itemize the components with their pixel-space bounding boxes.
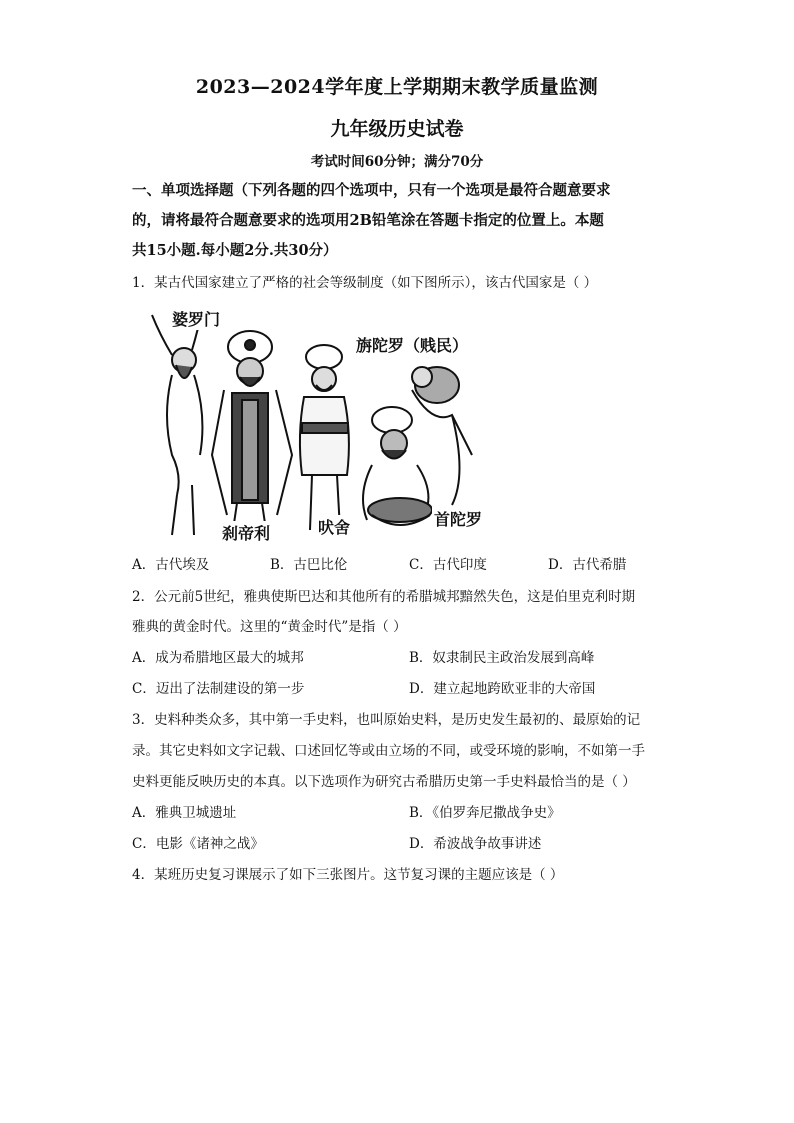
label-brahmin: 婆罗门 bbox=[170, 307, 222, 330]
exam-info: 考试时间60分钟；满分70分 bbox=[310, 154, 484, 170]
section-instructions-line3: 共15小题.每小题2分.共30分） bbox=[132, 242, 338, 259]
label-shudra: 首陀罗 bbox=[432, 507, 484, 530]
question-2-options-row1 bbox=[132, 643, 677, 673]
question-1-option-d: D．古代希腊 bbox=[548, 557, 627, 573]
exam-subject-title: 九年级历史试卷 bbox=[330, 118, 464, 140]
section-instructions-line2: 的，请将最符合题意要求的选项用2B铅笔涂在答题卡指定的位置上。本题 bbox=[132, 212, 604, 229]
question-2-stem-line2: 雅典的黄金时代。这里的“黄金时代”是指（ ） bbox=[132, 619, 407, 635]
question-3-option-b: B．《伯罗奔尼撒战争史》 bbox=[409, 805, 561, 821]
question-1-stem: 1．某古代国家建立了严格的社会等级制度（如下图所示），该古代国家是（ ） bbox=[132, 275, 598, 291]
question-2-options-row2 bbox=[132, 674, 677, 704]
question-3-option-a: A．雅典卫城遗址 bbox=[132, 805, 237, 821]
question-2-option-a: A．成为希腊地区最大的城邦 bbox=[132, 650, 304, 666]
exam-title: 2023—2024学年度上学期期末教学质量监测 bbox=[195, 76, 599, 98]
caste-system-illustration bbox=[132, 305, 488, 545]
label-vaishya: 吠舍 bbox=[316, 515, 352, 538]
question-1-option-a: A．古代埃及 bbox=[132, 557, 210, 573]
question-1-options bbox=[132, 550, 677, 580]
question-3-stem-line1: 3．史料种类众多，其中第一手史料，也叫原始史料，是历史发生最初的、最原始的记 bbox=[132, 712, 641, 728]
label-chandala: 旃陀罗（贱民） bbox=[354, 333, 470, 356]
question-2-option-b: B．奴隶制民主政治发展到高峰 bbox=[409, 650, 595, 666]
question-2-stem-line1: 2．公元前5世纪，雅典使斯巴达和其他所有的希腊城邦黯然失色，这是伯里克利时期 bbox=[132, 589, 636, 605]
question-2-option-c: C．迈出了法制建设的第一步 bbox=[132, 681, 305, 697]
question-3-option-d: D．希波战争故事讲述 bbox=[409, 836, 542, 852]
question-3-stem-line3: 史料更能反映历史的本真。以下选项作为研究古希腊历史第一手史料最恰当的是（ ） bbox=[132, 774, 636, 790]
question-1-option-c: C．古代印度 bbox=[409, 557, 487, 573]
question-3-options-row2 bbox=[132, 829, 677, 859]
question-2-option-d: D．建立起地跨欧亚非的大帝国 bbox=[409, 681, 596, 697]
section-instructions-line1: 一、单项选择题（下列各题的四个选项中，只有一个选项是最符合题意要求 bbox=[132, 182, 611, 199]
label-kshatriya: 刹帝利 bbox=[220, 521, 272, 544]
question-3-options-row1 bbox=[132, 798, 677, 828]
question-3-stem-line2: 录。其它史料如文字记载、口述回忆等或由立场的不同，或受环境的影响，不如第一手 bbox=[132, 743, 645, 759]
question-3-option-c: C．电影《诸神之战》 bbox=[132, 836, 264, 852]
question-1-option-b: B．古巴比伦 bbox=[270, 557, 348, 573]
question-4-stem: 4．某班历史复习课展示了如下三张图片。这节复习课的主题应该是（ ） bbox=[132, 867, 564, 883]
